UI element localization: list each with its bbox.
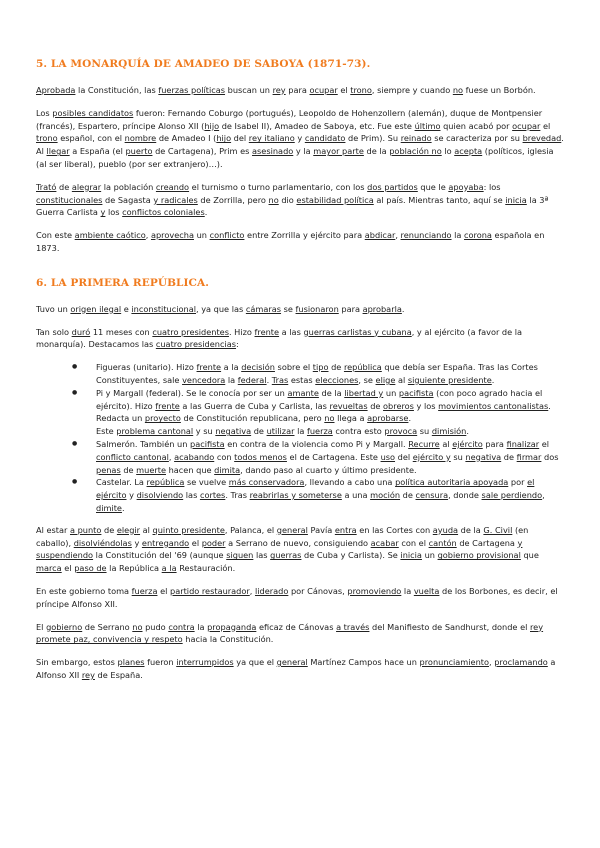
list-item: ● Figueras (unitario). Hizo frente a la decisión sobre el tipo de república que debía ser España. Tras las Cortes Constituyentes, sale vencedora la federal. Tras estas elecciones, se elige al siguiente presidente.	[96, 361, 564, 387]
underlined-term: todos menos	[234, 451, 287, 462]
underlined-term: paso de	[74, 563, 107, 574]
underlined-term: Tras	[271, 374, 289, 385]
underlined-term: vencedora	[182, 374, 226, 385]
list-item-continuation	[36, 412, 564, 438]
underlined-term: censura	[415, 490, 449, 501]
paragraph: Los posibles candidatos fueron: Fernando Coburgo (portugués), Leopoldo de Hohenzollern (alemán), duque de Montpensier (francés), Espartero, príncipe Alonso XII (hijo de Isabel II), Amadeo de Saboya, etc. Fue este último quien acabó por ocupar el trono español, con el nombre de Amadeo I (hijo del rey italiano y candidato de Prim). Su reinado se caracteriza por su brevedad. Al llegar a España (el puerto de Cartagena), Prim es asesinado y la mayor parte de la población no lo acepta (políticos, iglesia (al ser liberal), pueblo (por ser extranjero)…).	[36, 107, 564, 169]
underlined-term: Aprobada	[36, 85, 76, 95]
underlined-term: reabrirlas y someterse	[249, 490, 342, 501]
underlined-term: acabando	[174, 451, 215, 462]
paragraph: Aprobada la Constitución, las fuerzas políticas buscan un rey para ocupar el trono, siempre y cuando no fuese un Borbón.	[36, 85, 536, 95]
underlined-term: ocupar	[512, 120, 541, 131]
underlined-term: liderado	[254, 585, 289, 596]
underlined-term: elige	[375, 374, 396, 385]
underlined-term: rey promete paz, convivencia y respeto	[36, 621, 544, 645]
underlined-term: ocupar	[309, 85, 338, 95]
underlined-term: a punto	[69, 524, 102, 535]
underlined-term: entregando	[141, 537, 190, 548]
underlined-term: nombre	[124, 133, 157, 144]
underlined-term: elegir	[116, 524, 141, 535]
underlined-term: dos partidos	[367, 181, 418, 192]
section-title-primera-republica: 6. LA PRIMERA REPÚBLICA.	[36, 276, 209, 289]
underlined-term: gobierno	[46, 621, 83, 632]
underlined-term: y suspendiendo	[36, 537, 523, 561]
underlined-term: vuelta	[413, 585, 440, 596]
underlined-term: trono	[36, 133, 58, 144]
continuation-line: Este problema cantonal y su negativa de utilizar la fuerza contra esto provoca su dimisión.	[96, 426, 469, 437]
underlined-term: brevedad	[522, 133, 562, 144]
underlined-term: decisión	[241, 362, 275, 373]
underlined-term: abdicar	[364, 230, 396, 241]
underlined-term: uso	[380, 451, 396, 462]
underlined-term: ejército y	[412, 451, 451, 462]
paragraph: Tuvo un origen ilegal e inconstitucional, ya que las cámaras se fusionaron para aprobarla.	[36, 303, 405, 314]
underlined-term: revueltas	[329, 400, 368, 411]
underlined-term: hijo	[204, 120, 220, 131]
underlined-term: el ejército	[96, 477, 535, 501]
underlined-term: firmar	[516, 451, 542, 462]
underlined-term: rey	[272, 85, 286, 95]
underlined-term: llegar	[46, 146, 70, 157]
underlined-term: conflicto	[209, 230, 245, 241]
underlined-term: gobierno provisional	[437, 550, 521, 561]
underlined-term: general	[276, 524, 308, 535]
underlined-term: rey italiano	[248, 133, 295, 144]
underlined-term: sale perdiendo	[481, 490, 543, 501]
underlined-term: dimisión	[431, 426, 467, 437]
paragraph: Al estar a punto de elegir al quinto presidente, Palanca, el general Pavía entra en las Cortes con ayuda de la G. Civil (en caballo), disolviéndolas y entregando el poder a Serrano de nuevo, consiguiendo acabar con el cantón de Cartagena y suspendiendo la Constitución del '69 (aunque siguen las guerras de Cuba y Carlista). Se inicia un gobierno provisional que marca el paso de la República a la Restauración.	[36, 524, 539, 574]
underlined-term: asesinado	[252, 146, 294, 157]
underlined-term: entra	[334, 524, 357, 535]
underlined-term: mayor parte	[313, 146, 364, 157]
underlined-term: disolviéndolas	[73, 537, 132, 548]
paragraph: Trató de alegrar la población creando el turnismo o turno parlamentario, con los dos partidos que le apoyaba: los constitucionales de Sagasta y radicales de Zorrilla, pero no dio estabilidad política al país. Mientras tanto, aquí se inicia la 3ª Guerra Carlista y los conflictos coloniales.	[36, 181, 549, 218]
underlined-term: libertad y	[344, 387, 384, 398]
underlined-term: ejército	[452, 438, 483, 449]
underlined-term: fuerza	[131, 585, 158, 596]
underlined-term: ambiente caótico	[74, 230, 146, 241]
underlined-term: renunciando	[400, 230, 452, 241]
underlined-term: fusionaron	[295, 303, 339, 314]
paragraph: El gobierno de Serrano no pudo contra la propaganda eficaz de Cánovas a través del Manifiesto de Sandhurst, donde el rey promete paz, convivencia y respeto hacia la Constitución.	[36, 621, 544, 645]
underlined-term: reinado	[400, 133, 432, 144]
underlined-term: tipo	[312, 362, 329, 373]
underlined-term: posibles candidatos	[52, 107, 134, 118]
underlined-term: no	[452, 85, 464, 95]
underlined-term: inicia	[505, 194, 527, 205]
presidents-list-continued	[36, 438, 564, 515]
underlined-term: población no	[389, 146, 442, 157]
underlined-term: movimientos cantonalistas	[438, 400, 549, 411]
underlined-term: conflicto cantonal	[96, 451, 169, 462]
underlined-term: acabar	[370, 537, 399, 548]
paragraph: Tan solo duró 11 meses con cuatro presidentes. Hizo frente a las guerras carlistas y cubana, y al ejército (a favor de la monarquía). Destacamos las cuatro presidencias:	[36, 326, 523, 350]
underlined-term: cantón	[428, 537, 457, 548]
underlined-term: cámaras	[245, 303, 282, 314]
underlined-term: negativa	[215, 426, 252, 437]
underlined-term: dimite	[96, 502, 122, 513]
underlined-term: inicia	[400, 550, 422, 561]
underlined-term: promoviendo	[347, 585, 402, 596]
underlined-term: y radicales	[153, 194, 198, 205]
underlined-term: dimita	[214, 464, 241, 475]
underlined-term: pacifista	[190, 438, 225, 449]
underlined-term: corona	[464, 230, 492, 241]
underlined-term: no	[268, 194, 279, 205]
underlined-term: amante	[287, 387, 319, 398]
underlined-term: política autoritaria apoyada	[395, 477, 509, 488]
underlined-term: hijo	[216, 133, 232, 144]
underlined-term: frente	[155, 400, 180, 411]
underlined-term: planes	[117, 657, 145, 668]
underlined-term: aprobarse	[367, 413, 409, 424]
underlined-term: poder	[201, 537, 226, 548]
underlined-term: federal	[237, 374, 267, 385]
underlined-term: G. Civil	[483, 524, 513, 535]
underlined-term: a través	[336, 621, 370, 632]
underlined-term: más conservadora	[228, 477, 305, 488]
underlined-term: duró	[71, 326, 91, 337]
underlined-term: obreros	[383, 400, 414, 411]
underlined-term: república	[146, 477, 185, 488]
underlined-term: último	[414, 120, 441, 131]
paragraph: En este gobierno toma fuerza el partido restaurador, liderado por Cánovas, promoviendo la vuelta de los Borbones, es decir, el príncipe Alfonso XII.	[36, 585, 558, 609]
underlined-term: aprovecha	[150, 230, 194, 241]
underlined-term: cortes	[199, 490, 226, 501]
underlined-term: finalizar	[506, 438, 540, 449]
underlined-term: siguen	[226, 550, 254, 561]
list-item: ● Castelar. La república se vuelve más conservadora, llevando a cabo una política autoritaria apoyada por el ejército y disolviendo las cortes. Tras reabrirlas y someterse a una moción de censura, donde sale perdiendo, dimite.	[96, 476, 564, 514]
underlined-term: partido restaurador	[170, 585, 250, 596]
underlined-term: constitucionales	[36, 194, 103, 205]
underlined-term: alegrar	[71, 181, 102, 192]
underlined-term: candidato	[304, 133, 346, 144]
underlined-term: trono	[350, 85, 372, 95]
underlined-term: muerte	[136, 464, 166, 475]
section-title-amadeo: 5. LA MONARQUÍA DE AMADEO DE SABOYA (1871-73).	[36, 58, 371, 70]
underlined-term: inconstitucional	[131, 303, 196, 314]
underlined-term: provoca	[384, 426, 418, 437]
underlined-term: propaganda	[207, 621, 257, 632]
underlined-term: elecciones	[315, 374, 359, 385]
underlined-term: frente	[196, 362, 222, 373]
underlined-term: no	[132, 621, 143, 632]
underlined-term: problema cantonal	[116, 426, 194, 437]
underlined-term: disolviendo	[136, 490, 184, 501]
underlined-term: siguiente presidente	[407, 374, 492, 385]
underlined-term: proclamando	[494, 657, 548, 668]
list-item: ● Salmerón. También un pacifista en contra de la violencia como Pi y Margall. Recurre al ejército para finalizar el conflicto cantonal, acabando con todos menos el de Cartagena. Este uso del ejército y su negativa de firmar dos penas de muerte hacen que dimita, dando paso al cuarto y último presidente.	[96, 438, 564, 476]
underlined-term: a la	[161, 563, 177, 574]
underlined-term: interrumpidos	[176, 657, 234, 668]
underlined-term: y	[100, 207, 106, 218]
underlined-term: ayuda	[432, 524, 459, 535]
underlined-term: cuatro presidentes	[152, 326, 229, 337]
underlined-term: negativa	[465, 451, 502, 462]
underlined-term: guerras carlistas y cubana	[303, 326, 412, 337]
underlined-term: penas	[96, 464, 121, 475]
underlined-term: no	[324, 413, 335, 424]
underlined-term: creando	[155, 181, 190, 192]
underlined-term: quinto presidente	[152, 524, 225, 535]
underlined-term: puerto	[125, 146, 153, 157]
paragraph: Con este ambiente caótico, aprovecha un conflicto entre Zorrilla y ejército para abdicar, renunciando la corona española en 1873.	[36, 230, 545, 253]
underlined-term: conflictos coloniales	[122, 207, 205, 218]
continuation-line: Redacta un proyecto de Constitución republicana, pero no llega a aprobarse.	[96, 413, 412, 424]
underlined-term: proyecto	[144, 413, 181, 424]
underlined-term: pacifista	[398, 387, 434, 398]
underlined-term: pronunciamiento	[419, 657, 489, 668]
underlined-term: estabilidad política	[296, 194, 374, 205]
presidents-list	[36, 361, 564, 412]
underlined-term: república	[343, 362, 382, 373]
underlined-term: acepta	[454, 146, 483, 157]
list-item: ● Pi y Margall (federal). Se le conocía por ser un amante de la libertad y un pacifista (con poco agrado hacia el ejército). Hizo frente a las Guerra de Cuba y Carlista, las revueltas de obreros y los movimientos cantonalistas.	[96, 387, 564, 413]
underlined-term: general	[276, 657, 308, 668]
underlined-term: fuerza	[306, 426, 333, 437]
underlined-term: marca	[36, 563, 62, 574]
underlined-term: cuatro presidencias	[155, 339, 237, 350]
underlined-term: aprobarla	[362, 303, 402, 314]
underlined-term: apoyaba	[448, 181, 484, 192]
underlined-term: rey	[81, 669, 95, 680]
underlined-term: moción	[370, 490, 401, 501]
underlined-term: origen ilegal	[70, 303, 122, 314]
underlined-term: fuerzas políticas	[158, 85, 226, 95]
underlined-term: utilizar	[266, 426, 295, 437]
underlined-term: Trató	[36, 181, 57, 192]
paragraph: Sin embargo, estos planes fueron interrumpidos ya que el general Martínez Campos hace un pronunciamiento, proclamando a Alfonso XII rey de España.	[36, 657, 556, 680]
underlined-term: guerras	[270, 550, 302, 561]
underlined-term: Recurre	[408, 438, 440, 449]
underlined-term: frente	[254, 326, 280, 337]
underlined-term: contra	[168, 621, 195, 632]
